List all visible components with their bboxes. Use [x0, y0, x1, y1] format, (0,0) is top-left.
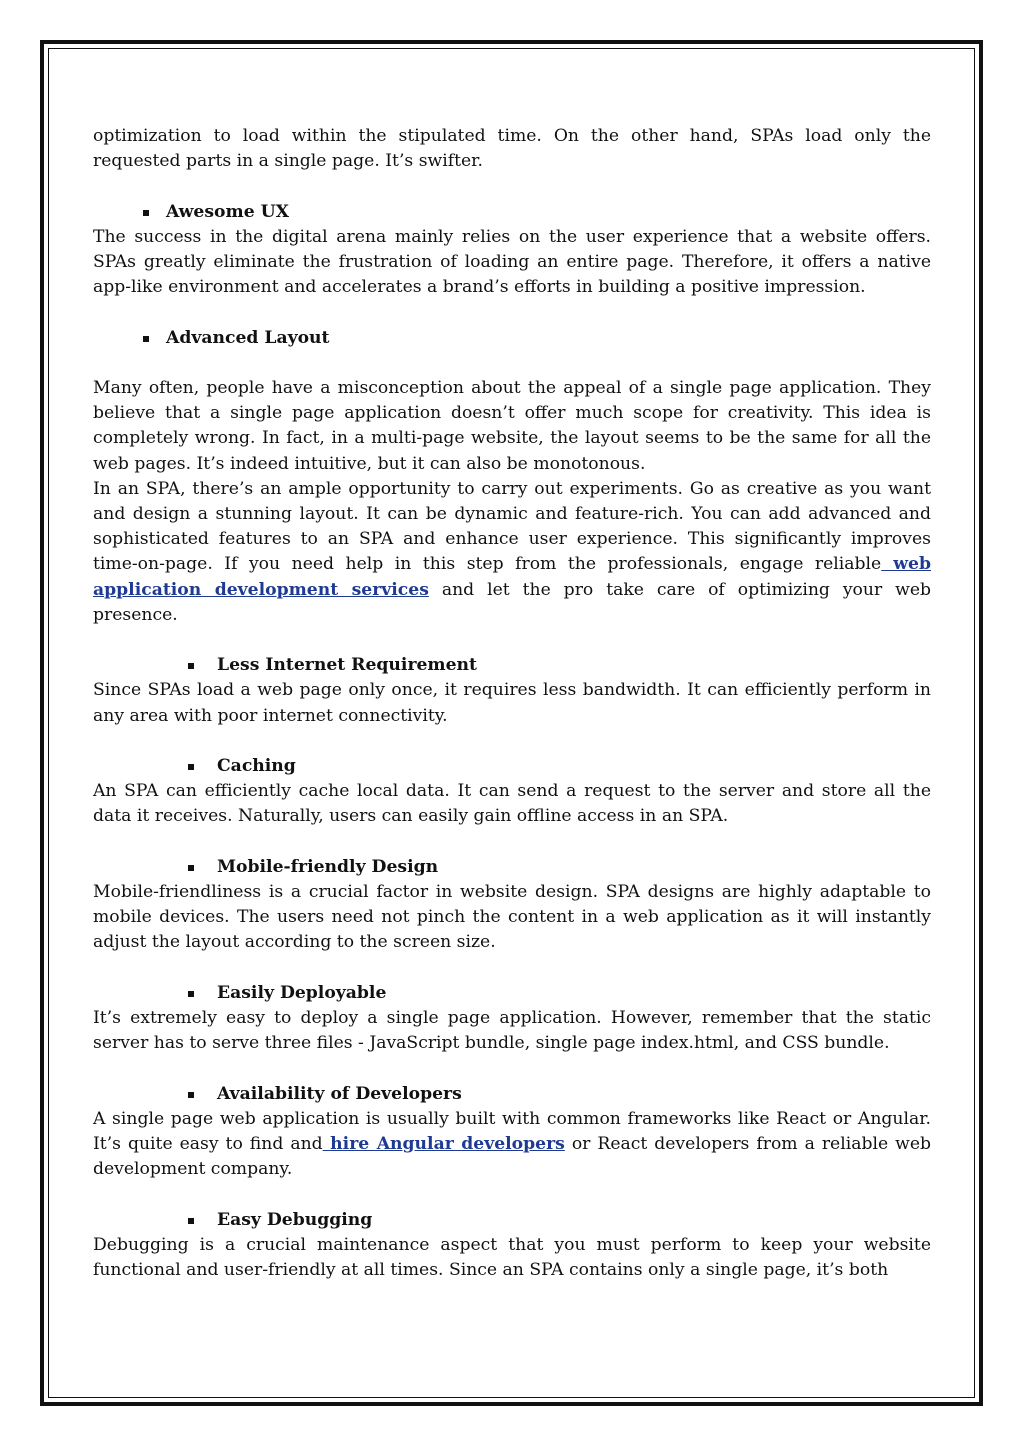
- paragraph-easy-debugging: Debugging is a crucial maintenance aspect that you must perform to keep your website functional and user-friendly at all times. Since an SPA contains only a single page, it’s both: [93, 1234, 931, 1280]
- square-bullet-icon: [188, 764, 194, 770]
- square-bullet-icon: [188, 991, 194, 997]
- heading-easily-deployable: Easily Deployable: [93, 981, 931, 1006]
- paragraph-advanced-layout-2: In an SPA, there’s an ample opportunity to carry out experiments. Go as creative as you want and design a stunning layout. It can be dynamic and feature-rich. You can add advanced and sophisticated features to an SPA and enhance user experience. This significantly improves time-on-page. If you need help in this step from the professionals, engage reliable web application development services and let the pro take care of optimizing your web presence.: [93, 478, 931, 625]
- square-bullet-icon: [143, 210, 149, 216]
- heading-mobile-friendly-design: Mobile-friendly Design: [93, 855, 931, 880]
- paragraph-advanced-layout-1: Many often, people have a misconception about the appeal of a single page application. They believe that a single page application doesn’t offer much scope for creativity. This idea is completely wrong. In fact, in a multi-page website, the layout seems to be the same for all the web pages. It’s indeed intuitive, but it can also be monotonous.: [93, 377, 931, 474]
- paragraph-easily-deployable: It’s extremely easy to deploy a single page application. However, remember that the static server has to serve three files - JavaScript bundle, single page index.html, and CSS bundle.: [93, 1008, 931, 1054]
- paragraph-awesome-ux: The success in the digital arena mainly relies on the user experience that a website offers. SPAs greatly eliminate the frustration of loading an entire page. Therefore, it offers a native app-like environment and accelerates a brand’s efforts in building a positive impression.: [93, 226, 931, 298]
- square-bullet-icon: [143, 336, 149, 342]
- heading-less-internet-requirement: Less Internet Requirement: [93, 653, 931, 678]
- hire-angular-developers-link[interactable]: hire Angular developers: [322, 1134, 565, 1154]
- heading-awesome-ux: Awesome UX: [93, 200, 931, 225]
- square-bullet-icon: [188, 1218, 194, 1224]
- paragraph-less-internet-requirement: Since SPAs load a web page only once, it requires less bandwidth. It can efficiently perform in any area with poor internet connectivity.: [93, 680, 931, 726]
- paragraph-caching: An SPA can efficiently cache local data. It can send a request to the server and store all the data it receives. Naturally, users can easily gain offline access in an SPA.: [93, 781, 931, 827]
- square-bullet-icon: [188, 1092, 194, 1098]
- square-bullet-icon: [188, 663, 194, 669]
- heading-easy-debugging: Easy Debugging: [93, 1208, 931, 1233]
- heading-caching: Caching: [93, 754, 931, 779]
- web-application-development-services-link[interactable]: web application development services: [93, 554, 931, 600]
- square-bullet-icon: [188, 865, 194, 871]
- intro-paragraph: optimization to load within the stipulated time. On the other hand, SPAs load only the requested parts in a single page. It’s swifter.: [93, 126, 931, 172]
- paragraph-availability-of-developers: A single page web application is usually built with common frameworks like React or Angular. It’s quite easy to find and hire Angular developers or React developers from a reliable web development company.: [93, 1108, 931, 1180]
- heading-advanced-layout: Advanced Layout: [93, 326, 931, 351]
- heading-availability-of-developers: Availability of Developers: [93, 1082, 931, 1107]
- document-content: [93, 124, 931, 1283]
- paragraph-mobile-friendly-design: Mobile-friendliness is a crucial factor in website design. SPA designs are highly adaptable to mobile devices. The users need not pinch the content in a web application as it will instantly adjust the layout according to the screen size.: [93, 882, 931, 953]
